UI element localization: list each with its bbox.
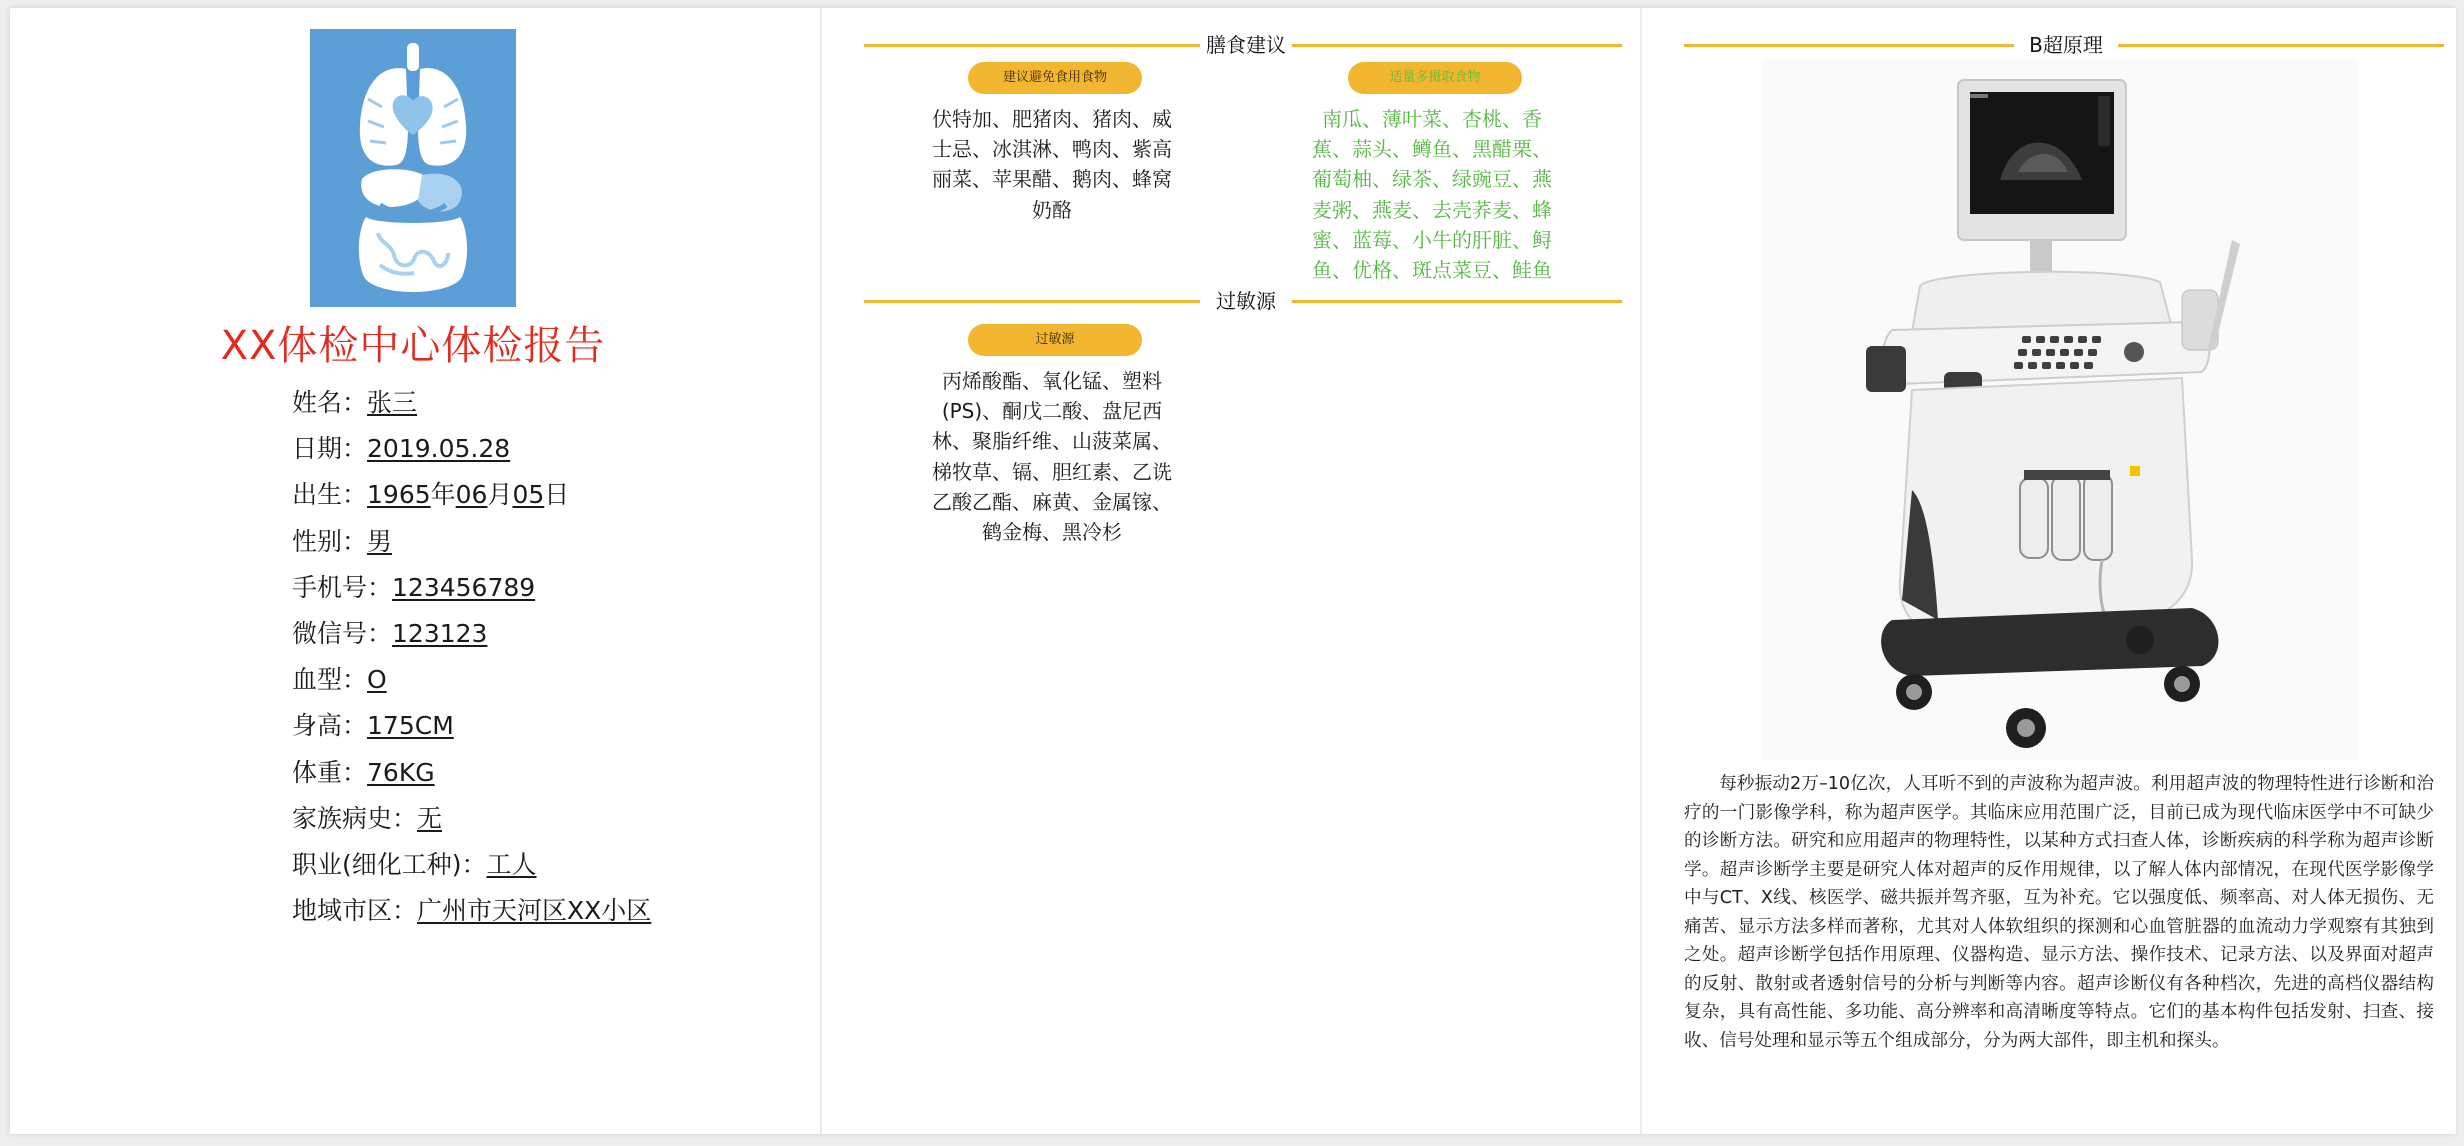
field-value: 123456789 (392, 572, 536, 602)
field-label: 体重： (292, 757, 368, 787)
ultrasound-description: 每秒振动2万–10亿次，人耳听不到的声波称为超声波。利用超声波的物理特性进行诊断和治疗的一门影像学科，称为超声医学。其临床应用范围广泛，目前已成为现代临床医学中不可缺少的诊断方法。研究和应用超声的物理特性，以某种方式扫查人体，诊断疾病的科学称为超声诊断学。超声诊断学主要是研究人体对超声的反作用规律，以了解人体内部情况，在现代医学影像学中与CT、X线、核医学、磁共振并驾齐驱，互为补充。它以强度低、频率高、对人体无损伤、无痛苦、显示方法多样而著称，尤其对人体软组织的探测和心血管脏器的血流动力学观察有其独到之处。超声诊断学包括作用原理、仪器构造、显示方法、操作技术、记录方法、以及界面对超声的反射、散射或者透射信号的分析与判断等内容。超声诊断仪有各种档次，先进的高档仪器结构复杂，具有高性能、多功能、高分辨率和高清晰度等特点。它们的基本构件包括发射、扫查、接收、信号处理和显示等五个组成部分，分为两大部件，即主机和探头。 (1684, 774, 2434, 1051)
field-value: O (367, 665, 387, 695)
field-value: 2019.05.28 (367, 434, 511, 464)
heading-rule-right (1292, 300, 1622, 303)
diet-panel (820, 8, 1638, 1134)
field-label: 日期： (292, 434, 368, 464)
avoid-foods-text: 伏特加、肥猪肉、猪肉、威士忌、冰淇淋、鸭肉、紫高丽菜、苹果醋、鹅肉、蜂窝奶酪 (932, 107, 1172, 222)
recommend-foods-pill: 适量多摄取食物 (1348, 62, 1522, 94)
info-row-weight (292, 750, 651, 796)
field-label: 家族病史： (292, 803, 418, 833)
field-label: 手机号： (292, 572, 393, 602)
info-row-blood-type (292, 657, 651, 703)
ultrasound-machine-icon (1762, 60, 2358, 760)
info-row-date (292, 426, 651, 472)
diet-heading (864, 30, 1622, 60)
birth-day: 05 (512, 480, 545, 510)
field-value: 男 (367, 526, 393, 556)
birth-month: 06 (455, 480, 488, 510)
ultrasound-panel (1640, 8, 2456, 1134)
field-value: 123123 (392, 618, 488, 648)
allergen-text: 丙烯酸酯、氧化锰、塑料(PS)、酮戊二酸、盘尼西林、聚脂纤维、山菠菜属、梯牧草、镉、胆红素、乙诜乙酸乙酯、麻黄、金属镓、鹤金梅、黑冷杉 (932, 369, 1172, 545)
info-row-occupation (292, 842, 651, 888)
info-row-height (292, 703, 651, 749)
info-row-family-history (292, 796, 651, 842)
avoid-foods-pill: 建议避免食用食物 (968, 62, 1142, 94)
day-unit: 日 (544, 480, 570, 510)
heading-rule-right (2118, 44, 2444, 47)
patient-info (292, 380, 651, 934)
allergy-heading-label: 过敏源 (1216, 289, 1276, 313)
cover-panel (10, 8, 816, 1134)
field-value: 张三 (367, 388, 418, 417)
heading-rule-left (864, 44, 1200, 47)
field-label: 职业(细化工种)： (292, 849, 487, 879)
recommend-foods-text: 南瓜、薄叶菜、杏桃、香蕉、蒜头、鳟鱼、黑醋栗、葡萄柚、绿茶、绿豌豆、燕麦粥、燕麦、去壳荞麦、蜂蜜、蓝莓、小牛的肝脏、鲟鱼、优格、斑点菜豆、鲑鱼 (1312, 107, 1552, 283)
field-label: 性别： (292, 526, 368, 556)
info-row-wechat (292, 611, 651, 657)
year-unit: 年 (430, 480, 456, 510)
field-label: 出生： (292, 480, 368, 510)
allergen-pill: 过敏源 (968, 324, 1142, 356)
heading-rule-left (1684, 44, 2014, 47)
anatomy-organs-icon (310, 29, 516, 307)
info-row-gender (292, 519, 651, 565)
field-label: 地域市区： (292, 896, 418, 926)
field-label: 身高： (292, 711, 368, 741)
heading-rule-left (864, 300, 1200, 303)
field-value: 76KG (367, 757, 435, 787)
info-row-birth (292, 472, 651, 518)
field-label: 微信号： (292, 618, 393, 648)
info-row-name (292, 380, 651, 426)
field-label: 血型： (292, 665, 368, 695)
field-value: 无 (417, 803, 443, 833)
diet-heading-label: 膳食建议 (1206, 33, 1286, 57)
ultrasound-heading (1684, 30, 2444, 60)
birth-year: 1965 (367, 480, 431, 510)
field-value: 175CM (367, 711, 454, 741)
info-row-region (292, 888, 651, 934)
heading-rule-right (1292, 44, 1622, 47)
info-row-phone (292, 565, 651, 611)
field-value: 广州市天河区XX小区 (417, 896, 652, 926)
report-sheet (10, 8, 2454, 1134)
field-label: 姓名： (292, 388, 368, 417)
field-value: 工人 (486, 849, 537, 879)
month-unit: 月 (487, 480, 513, 510)
ultrasound-heading-label: B超原理 (2029, 33, 2103, 57)
allergy-heading (864, 286, 1622, 316)
report-title: XX体检中心体检报告 (220, 323, 606, 369)
